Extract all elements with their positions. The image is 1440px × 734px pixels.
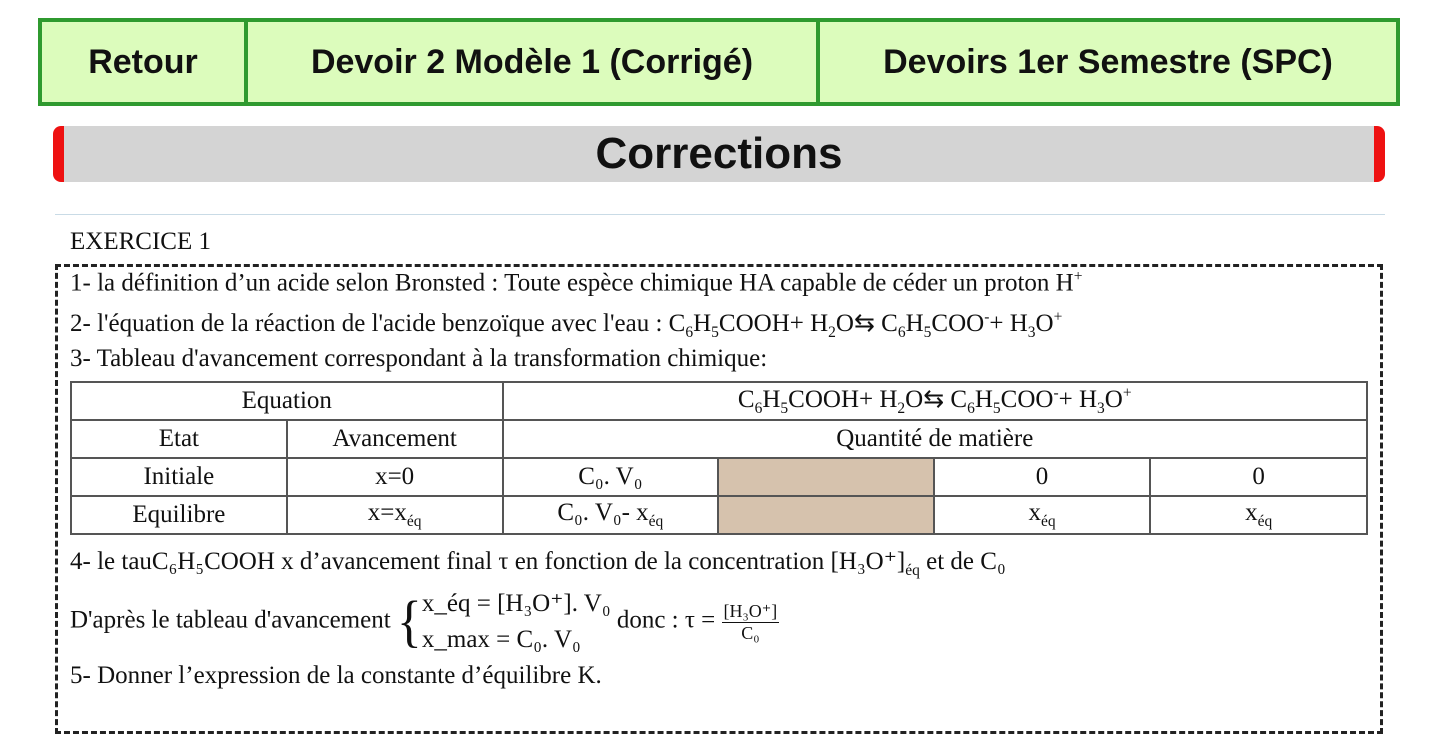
progress-table [70,381,1368,535]
etat-header: Etat [71,420,287,458]
quantite-header: Quantité de matière [503,420,1367,458]
initial-h3o-amount: 0 [1150,458,1367,496]
exercise-title: EXERCICE 1 [70,228,211,255]
question-2: 2- l'équation de la réaction de l'acide benzoïque avec l'eau : $C_6H_5COOH+$ $H_2O⇆$ $C_6H_5COO^-+ H_3O^+$ [70,308,1063,341]
table-row [71,458,1367,496]
question-4-answer: D'après le tableau d'avancement {x_éq = [H₃O⁺]. V₀ x_max = C₀. V₀ donc : τ = $\frac{\text{[H₃O⁺]}}{\text{C₀}}$ [70,590,778,654]
initial-base-amount: 0 [934,458,1151,496]
initial-state-label: Initiale [71,458,287,496]
initial-acid-amount: C₀. V₀ [503,458,719,496]
question-5: 5- Donner l’expression de la constante d’équilibre K. [70,662,602,689]
equation-label: Equation [71,382,503,420]
question-3: 3- Tableau d'avancement correspondant à la transformation chimique: [70,345,768,372]
equilibrium-acid-amount: C₀. V₀- $x_{éq}$ [503,496,719,534]
avancement-header: Avancement [287,420,503,458]
parent-page-button[interactable]: Devoirs 1er Semestre (SPC) [816,18,1400,106]
question-1: 1- la définition d’un acide selon Bronsted : Toute espèce chimique HA capable de céder un proton H+ [70,268,1083,297]
section-title: Corrections [53,126,1385,182]
back-button[interactable]: Retour [38,18,248,106]
equilibrium-state-label: Equilibre [71,496,287,534]
water-cell [718,458,934,496]
question-4: 4- le tauC₆H₅COOH x d’avancement final τ en fonction de la concentration $[H_3O^+]_{éq}$ et de C₀ [70,548,1006,579]
equilibrium-advance: $x=x_{éq}$ [287,496,503,534]
equilibrium-base-amount: $x_{éq}$ [934,496,1151,534]
water-cell [718,496,934,534]
initial-advance: x=0 [287,458,503,496]
equation-cell: $C_6H_5COOH+$ $H_2O⇆$ $C_6H_5COO^-+ H_3O^+$ [503,382,1367,420]
table-row [71,496,1367,534]
fraction: $\frac{\text{[H₃O⁺]}}{\text{C₀}}$ [723,600,778,643]
current-page-button[interactable]: Devoir 2 Modèle 1 (Corrigé) [244,18,820,106]
equilibrium-h3o-amount: $x_{éq}$ [1150,496,1367,534]
